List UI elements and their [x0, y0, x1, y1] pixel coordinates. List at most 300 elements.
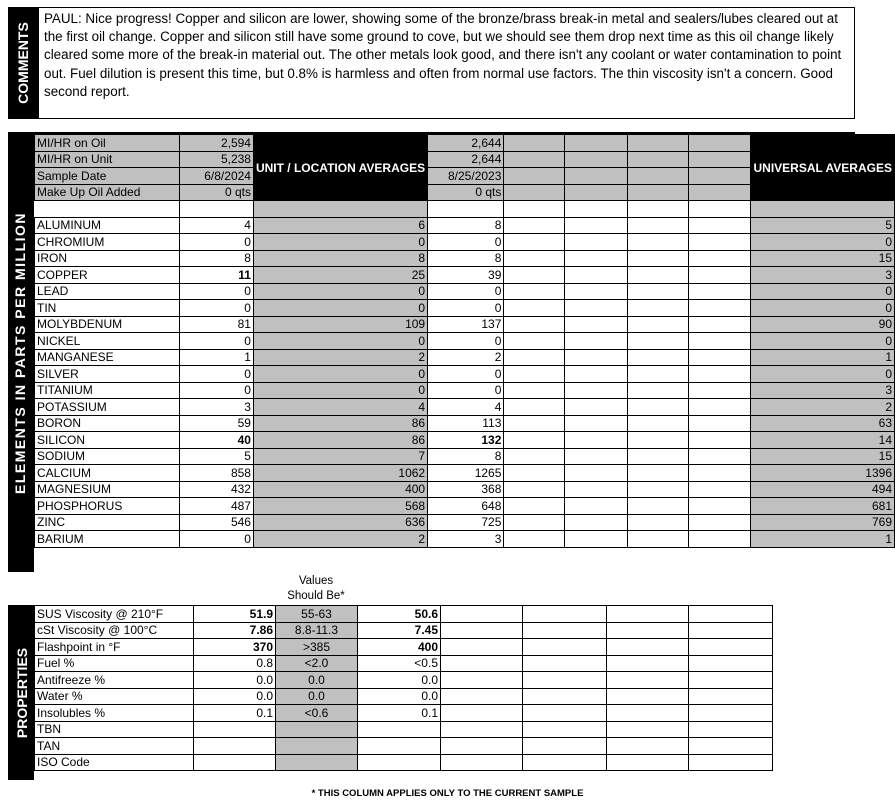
property-row [35, 622, 773, 639]
element-name: MOLYBDENUM [35, 316, 180, 333]
empty-cell [565, 250, 628, 267]
property-row [35, 688, 773, 705]
element-unit-average: 636 [253, 514, 427, 531]
property-name: SUS Viscosity @ 210°F [35, 606, 194, 623]
empty-cell [627, 184, 688, 201]
property-name: cSt Viscosity @ 100°C [35, 622, 194, 639]
empty-cell [689, 639, 773, 656]
info-prev-value: 0 qts [428, 184, 504, 201]
empty-cell [504, 184, 565, 201]
property-should-be [276, 721, 358, 738]
element-row [35, 349, 895, 366]
element-prev-value: 137 [428, 316, 504, 333]
property-should-be: 55-63 [276, 606, 358, 623]
empty-cell [689, 606, 773, 623]
empty-cell [523, 622, 607, 639]
info-label: MI/HR on Unit [35, 151, 180, 168]
empty-cell [565, 399, 628, 416]
empty-cell [689, 622, 773, 639]
empty-cell [504, 316, 565, 333]
property-name: ISO Code [35, 754, 194, 771]
universal-averages-header: UNIVERSAL AVERAGES [751, 135, 895, 201]
property-current-value [194, 721, 276, 738]
empty-cell [565, 366, 628, 383]
empty-cell [441, 705, 523, 722]
element-unit-average: 568 [253, 498, 427, 515]
empty-cell [688, 514, 751, 531]
property-row [35, 672, 773, 689]
empty-cell [689, 688, 773, 705]
empty-cell [627, 168, 688, 185]
property-prev-value: 0.1 [358, 705, 441, 722]
property-current-value [194, 754, 276, 771]
empty-cell [689, 721, 773, 738]
element-row [35, 514, 895, 531]
info-current-value: 2,594 [180, 135, 254, 152]
empty-cell [627, 432, 688, 449]
property-name: Flashpoint in °F [35, 639, 194, 656]
property-row [35, 606, 773, 623]
element-row [35, 448, 895, 465]
empty-cell [565, 267, 628, 284]
empty-cell [688, 481, 751, 498]
property-should-be: 0.0 [276, 672, 358, 689]
comments-section-label: COMMENTS [15, 22, 31, 104]
element-unit-average: 109 [253, 316, 427, 333]
property-name: Fuel % [35, 655, 194, 672]
empty-cell [504, 531, 565, 548]
empty-cell [565, 481, 628, 498]
element-universal-average: 14 [751, 432, 895, 449]
element-current-value: 0 [180, 382, 254, 399]
empty-cell [688, 399, 751, 416]
properties-table [34, 605, 773, 771]
empty-cell [627, 300, 688, 317]
empty-cell [607, 754, 689, 771]
element-prev-value: 0 [428, 382, 504, 399]
element-universal-average: 1396 [751, 465, 895, 482]
empty-cell [627, 399, 688, 416]
property-row [35, 705, 773, 722]
element-unit-average: 2 [253, 349, 427, 366]
element-name: COPPER [35, 267, 180, 284]
element-unit-average: 0 [253, 283, 427, 300]
empty-cell [607, 688, 689, 705]
properties-section-label: PROPERTIES [14, 647, 30, 739]
empty-cell [688, 168, 751, 185]
empty-cell [607, 639, 689, 656]
property-row [35, 738, 773, 755]
element-unit-average: 86 [253, 415, 427, 432]
empty-cell [523, 606, 607, 623]
element-unit-average: 25 [253, 267, 427, 284]
empty-cell [504, 267, 565, 284]
empty-cell [523, 639, 607, 656]
empty-cell [523, 688, 607, 705]
empty-cell [565, 432, 628, 449]
element-prev-value: 3 [428, 531, 504, 548]
empty-cell [523, 672, 607, 689]
empty-cell [504, 217, 565, 234]
empty-cell [441, 672, 523, 689]
element-name: NICKEL [35, 333, 180, 350]
element-unit-average: 0 [253, 366, 427, 383]
spacer-row [35, 201, 895, 218]
empty-cell [565, 135, 628, 152]
element-name: BARIUM [35, 531, 180, 548]
element-universal-average: 15 [751, 250, 895, 267]
element-current-value: 3 [180, 399, 254, 416]
element-unit-average: 6 [253, 217, 427, 234]
info-prev-value: 2,644 [428, 135, 504, 152]
property-prev-value: <0.5 [358, 655, 441, 672]
element-prev-value: 725 [428, 514, 504, 531]
property-name: Insolubles % [35, 705, 194, 722]
empty-cell [627, 234, 688, 251]
element-unit-average: 0 [253, 333, 427, 350]
element-prev-value: 132 [428, 432, 504, 449]
element-unit-average: 0 [253, 300, 427, 317]
empty-cell [627, 498, 688, 515]
element-unit-average: 1062 [253, 465, 427, 482]
element-name: ALUMINUM [35, 217, 180, 234]
element-prev-value: 8 [428, 448, 504, 465]
empty-cell [565, 465, 628, 482]
property-row [35, 639, 773, 656]
element-current-value: 5 [180, 448, 254, 465]
empty-cell [607, 606, 689, 623]
element-universal-average: 769 [751, 514, 895, 531]
empty-cell [523, 721, 607, 738]
info-label: Make Up Oil Added [35, 184, 180, 201]
comments-text: PAUL: Nice progress! Copper and silicon are lower, showing some of the bronze/brass break-in metal and sealers/lubes cleared out at the first oil change. Copper and silicon still have some ground to cove, but we should see them drop next time as this oil change likely cleared some more of the break-in material out. The other metals look good, and there isn't any coolant or water contamination to point out. Fuel dilution is present this time, but 0.8% is harmless and often from normal use factors. The thin viscosity isn't a concern. Good second report. [44, 11, 842, 99]
empty-cell [565, 217, 628, 234]
property-current-value: 7.86 [194, 622, 276, 639]
element-universal-average: 2 [751, 399, 895, 416]
empty-cell [565, 300, 628, 317]
empty-cell [565, 448, 628, 465]
values-should-be-header [276, 574, 356, 603]
property-current-value: 51.9 [194, 606, 276, 623]
property-prev-value: 400 [358, 639, 441, 656]
empty-cell [504, 366, 565, 383]
info-prev-value: 2,644 [428, 151, 504, 168]
spacer-cell [627, 201, 688, 218]
empty-cell [523, 738, 607, 755]
property-current-value [194, 738, 276, 755]
empty-cell [504, 448, 565, 465]
empty-cell [627, 448, 688, 465]
element-prev-value: 1265 [428, 465, 504, 482]
element-row [35, 234, 895, 251]
empty-cell [607, 672, 689, 689]
property-prev-value [358, 738, 441, 755]
empty-cell [607, 721, 689, 738]
empty-cell [504, 300, 565, 317]
empty-cell [504, 481, 565, 498]
empty-cell [627, 217, 688, 234]
property-row [35, 754, 773, 771]
unit-averages-header: UNIT / LOCATION AVERAGES [253, 135, 427, 201]
empty-cell [565, 184, 628, 201]
empty-cell [504, 234, 565, 251]
empty-cell [627, 366, 688, 383]
element-prev-value: 368 [428, 481, 504, 498]
element-prev-value: 0 [428, 333, 504, 350]
empty-cell [688, 300, 751, 317]
empty-cell [627, 382, 688, 399]
element-row [35, 481, 895, 498]
property-prev-value [358, 754, 441, 771]
element-current-value: 0 [180, 366, 254, 383]
element-row [35, 415, 895, 432]
empty-cell [607, 655, 689, 672]
empty-cell [504, 382, 565, 399]
element-name: ZINC [35, 514, 180, 531]
empty-cell [504, 283, 565, 300]
empty-cell [688, 316, 751, 333]
spacer-cell [35, 201, 180, 218]
empty-cell [627, 283, 688, 300]
element-current-value: 546 [180, 514, 254, 531]
empty-cell [441, 639, 523, 656]
empty-cell [688, 349, 751, 366]
element-universal-average: 0 [751, 300, 895, 317]
info-row [35, 135, 895, 152]
element-universal-average: 5 [751, 217, 895, 234]
property-name: Antifreeze % [35, 672, 194, 689]
empty-cell [688, 382, 751, 399]
empty-cell [689, 655, 773, 672]
empty-cell [441, 721, 523, 738]
empty-cell [565, 151, 628, 168]
element-current-value: 432 [180, 481, 254, 498]
property-should-be: >385 [276, 639, 358, 656]
property-current-value: 0.0 [194, 688, 276, 705]
empty-cell [688, 333, 751, 350]
element-prev-value: 39 [428, 267, 504, 284]
empty-cell [627, 415, 688, 432]
empty-cell [565, 168, 628, 185]
empty-cell [565, 283, 628, 300]
empty-cell [688, 465, 751, 482]
property-current-value: 370 [194, 639, 276, 656]
empty-cell [688, 366, 751, 383]
empty-cell [565, 349, 628, 366]
property-current-value: 0.8 [194, 655, 276, 672]
element-row [35, 366, 895, 383]
property-should-be: <2.0 [276, 655, 358, 672]
empty-cell [441, 622, 523, 639]
empty-cell [688, 448, 751, 465]
empty-cell [607, 622, 689, 639]
empty-cell [627, 531, 688, 548]
element-row [35, 333, 895, 350]
empty-cell [607, 738, 689, 755]
element-row [35, 250, 895, 267]
element-prev-value: 0 [428, 283, 504, 300]
element-row [35, 432, 895, 449]
element-universal-average: 3 [751, 267, 895, 284]
empty-cell [627, 465, 688, 482]
element-row [35, 316, 895, 333]
info-prev-value: 8/25/2023 [428, 168, 504, 185]
empty-cell [565, 333, 628, 350]
element-name: TIN [35, 300, 180, 317]
spacer-cell [180, 201, 254, 218]
empty-cell [504, 399, 565, 416]
property-prev-value: 0.0 [358, 688, 441, 705]
element-unit-average: 8 [253, 250, 427, 267]
element-name: CALCIUM [35, 465, 180, 482]
element-prev-value: 113 [428, 415, 504, 432]
empty-cell [688, 415, 751, 432]
empty-cell [504, 465, 565, 482]
empty-cell [688, 267, 751, 284]
empty-cell [688, 283, 751, 300]
element-row [35, 283, 895, 300]
values-should-be-line2: Should Be* [287, 589, 345, 602]
element-current-value: 59 [180, 415, 254, 432]
element-universal-average: 0 [751, 283, 895, 300]
element-current-value: 0 [180, 283, 254, 300]
property-should-be [276, 738, 358, 755]
element-row [35, 399, 895, 416]
empty-cell [523, 655, 607, 672]
empty-cell [689, 672, 773, 689]
element-current-value: 81 [180, 316, 254, 333]
element-unit-average: 2 [253, 531, 427, 548]
element-current-value: 11 [180, 267, 254, 284]
element-unit-average: 7 [253, 448, 427, 465]
element-name: BORON [35, 415, 180, 432]
element-prev-value: 8 [428, 217, 504, 234]
element-current-value: 0 [180, 300, 254, 317]
element-name: SODIUM [35, 448, 180, 465]
empty-cell [441, 738, 523, 755]
values-should-be-line1: Values [298, 575, 334, 587]
element-prev-value: 0 [428, 234, 504, 251]
empty-cell [688, 217, 751, 234]
element-unit-average: 400 [253, 481, 427, 498]
empty-cell [565, 234, 628, 251]
element-row [35, 300, 895, 317]
info-label: Sample Date [35, 168, 180, 185]
element-current-value: 487 [180, 498, 254, 515]
element-universal-average: 494 [751, 481, 895, 498]
element-row [35, 382, 895, 399]
empty-cell [441, 606, 523, 623]
empty-cell [504, 333, 565, 350]
empty-cell [689, 705, 773, 722]
element-unit-average: 4 [253, 399, 427, 416]
element-name: TITANIUM [35, 382, 180, 399]
elements-section-label: ELEMENTS IN PARTS PER MILLION [12, 211, 28, 495]
property-prev-value: 7.45 [358, 622, 441, 639]
element-universal-average: 63 [751, 415, 895, 432]
empty-cell [627, 333, 688, 350]
element-name: SILICON [35, 432, 180, 449]
element-universal-average: 0 [751, 333, 895, 350]
empty-cell [504, 135, 565, 152]
empty-cell [441, 688, 523, 705]
property-should-be: 8.8-11.3 [276, 622, 358, 639]
property-prev-value: 50.6 [358, 606, 441, 623]
empty-cell [504, 415, 565, 432]
spacer-cell [688, 201, 751, 218]
empty-cell [441, 754, 523, 771]
empty-cell [627, 349, 688, 366]
empty-cell [565, 498, 628, 515]
element-name: SILVER [35, 366, 180, 383]
element-universal-average: 1 [751, 531, 895, 548]
element-name: POTASSIUM [35, 399, 180, 416]
empty-cell [565, 514, 628, 531]
property-should-be: <0.6 [276, 705, 358, 722]
empty-cell [627, 151, 688, 168]
info-current-value: 5,238 [180, 151, 254, 168]
element-prev-value: 0 [428, 300, 504, 317]
element-universal-average: 90 [751, 316, 895, 333]
element-current-value: 858 [180, 465, 254, 482]
property-prev-value: 0.0 [358, 672, 441, 689]
info-label: MI/HR on Oil [35, 135, 180, 152]
element-unit-average: 0 [253, 234, 427, 251]
empty-cell [627, 316, 688, 333]
property-prev-value [358, 721, 441, 738]
element-current-value: 8 [180, 250, 254, 267]
empty-cell [627, 250, 688, 267]
element-current-value: 0 [180, 531, 254, 548]
footnote: * THIS COLUMN APPLIES ONLY TO THE CURRENT SAMPLE [311, 788, 584, 799]
empty-cell [565, 382, 628, 399]
spacer-cell [253, 201, 427, 218]
property-name: TAN [35, 738, 194, 755]
element-row [35, 465, 895, 482]
empty-cell [688, 250, 751, 267]
property-should-be: 0.0 [276, 688, 358, 705]
empty-cell [523, 754, 607, 771]
empty-cell [688, 498, 751, 515]
element-name: IRON [35, 250, 180, 267]
element-current-value: 0 [180, 333, 254, 350]
element-name: MAGNESIUM [35, 481, 180, 498]
empty-cell [627, 514, 688, 531]
empty-cell [504, 250, 565, 267]
element-current-value: 1 [180, 349, 254, 366]
property-row [35, 721, 773, 738]
empty-cell [688, 151, 751, 168]
element-row [35, 531, 895, 548]
empty-cell [565, 415, 628, 432]
empty-cell [627, 481, 688, 498]
element-row [35, 267, 895, 284]
spacer-cell [751, 201, 895, 218]
empty-cell [688, 432, 751, 449]
empty-cell [504, 432, 565, 449]
property-name: Water % [35, 688, 194, 705]
element-name: PHOSPHORUS [35, 498, 180, 515]
element-name: CHROMIUM [35, 234, 180, 251]
empty-cell [523, 705, 607, 722]
property-current-value: 0.0 [194, 672, 276, 689]
info-current-value: 0 qts [180, 184, 254, 201]
spacer-cell [565, 201, 628, 218]
element-current-value: 40 [180, 432, 254, 449]
spacer-cell [504, 201, 565, 218]
element-unit-average: 86 [253, 432, 427, 449]
element-prev-value: 2 [428, 349, 504, 366]
